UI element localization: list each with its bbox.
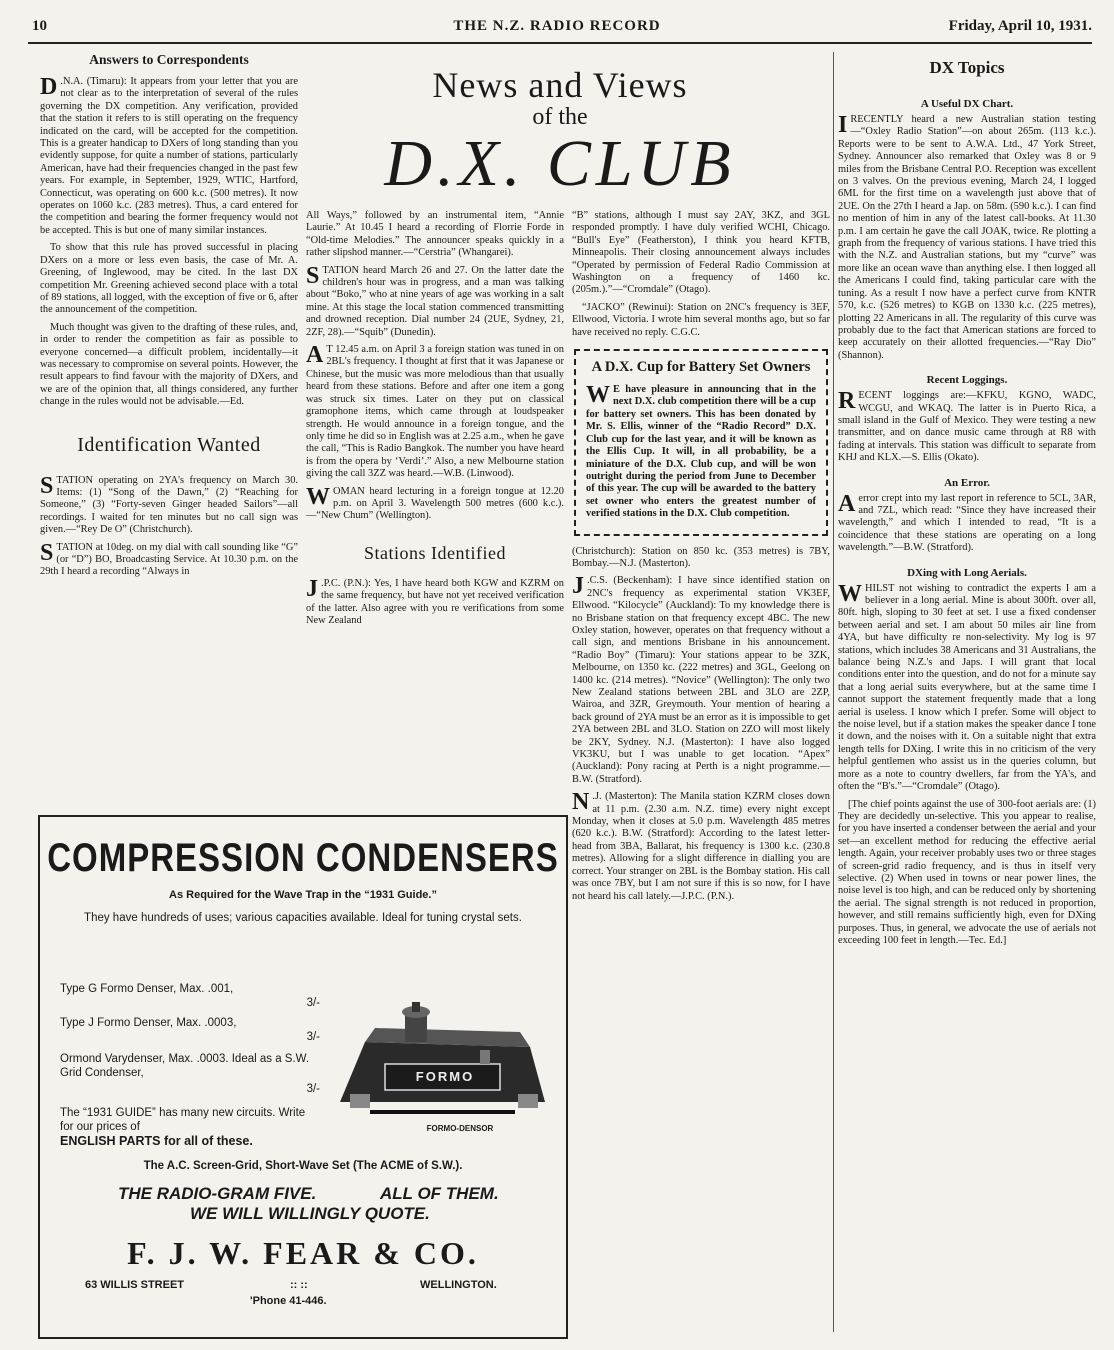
ad-product: Type G Formo Denser, Max. .001, 3/- xyxy=(60,983,320,1009)
column-three xyxy=(572,210,830,1335)
answers-p3: Much thought was given to the drafting of these rules, and, in order to render the competition as fair as possible to everyone concerned—a difficult problem, incidentally—it was necessary to compromise on several points. However, the result appears to find favour with the majority of DXers, and we are of the opinion that, all things considered, any further change in the rules would not be advisable.—Ed. xyxy=(40,321,298,408)
ad-parts-text: ENGLISH PARTS for all of these. xyxy=(60,1134,253,1148)
issue-date: Friday, April 10, 1931. xyxy=(948,18,1092,34)
dx-topics-column xyxy=(838,52,1096,1342)
answers-p2: To show that this rule has proved successful in placing DXers on a more or less even basis, the case of Mr. A. Greening, of Inglewood, may be cited. In the last DX competition Mr. Greening achieved second place with a total of 89 stations, all logged, with the exception of five or 6, after the announcement of the competition. xyxy=(40,242,298,316)
dx-topics-p1: IRECENTLY heard a new Australian station testing—“Oxley Radio Station”—on about 265m. (113 k.c.). Reports were to be sent to A.W.A. Ltd., 47 York Street, Sydney. Announcer also remarked that Oxley was 8 or 9 miles from the Brisbane Central P.O. Reception was excellent on 3 valves. On the previous evening, March 24, I logged 6ML for the first time on a wavelength just above that of 2UE. On the 27th I heard a Jap. on 58m. (590 k.c.). I can find no mention of him in any of the latest call-books. At 11.30 p.m. I am certain he gave the call JOAK, twice. Re plotting a graph from the frequency of various stations. I have tried this with the N.Z. and Australian stations, but my “curve” was more like an ocean wave than anything else. I then logged all the Americans I could find, taking particular care with the tuning. As a result I now have a perfect curve from KNTR 570, k.c. (526 metres) to KGB on 1330 k.c. (225 metres), plotting 22 Americans in all. The regularity of this curve was probably due to the fact that American stations are forced to keep accurately on their allotted frequencies.—“Ray Dio” (Shannon). xyxy=(838,112,1096,361)
ad-address: 63 WILLIS STREET xyxy=(85,1279,185,1291)
dx-topics-p3: Aerror crept into my last report in reference to 5CL, 3AR, and 7ZL, which read: “Since they have increased their wavelength,” and which I intended to read, “It is a coincidence that these stations are operating on a long wavelength.”—B.W. (Stratford). xyxy=(838,490,1096,554)
dx-topics-sub2: Recent Loggings. xyxy=(926,374,1008,387)
col3-p3: (Christchurch): Station on 850 kc. (353 metres) is 7BY, Bombay.—N.J. (Masterton). xyxy=(572,545,830,569)
formo-denser-illustration xyxy=(330,1002,555,1142)
ad-company: F. J. W. FEAR & CO. xyxy=(127,1235,479,1271)
ad-intro: They have hundreds of uses; various capacities available. Ideal for tuning crystal sets. xyxy=(84,912,522,924)
dx-club-masthead xyxy=(300,64,820,200)
ad-subtitle: As Required for the Wave Trap in the “1931 Guide.” xyxy=(169,889,437,901)
masthead-line3: D.X. CLUB xyxy=(384,127,736,200)
page-number: 10 xyxy=(32,18,47,34)
dx-topics-sub1: A Useful DX Chart. xyxy=(920,98,1014,110)
col2-p1: All Ways,” followed by an instrumental item, “Annie Laurie.” At 10.45 I heard a recording of Florrie Forde in “Old-time Melodies.” The announcer speaks quickly in a rather slipshod manner.—“Cerstria” (Whangarei). xyxy=(306,210,564,259)
dx-topics-p4: WHILST not wishing to contradict the experts I am a believer in a long aerial. Mine is about 300ft. over all, 80ft. high, sloping to 30 feet at set. I use a fixed condenser between aerial and set. I am about 50 miles air line from 4YA, but have difficulty re non-selectivity. My log is 97 stations, which includes 38 Americans and 31 Australians, the balance being N.Z.'s and Japs. I will grant that local conditions enter into the question, and do not for a minute say that a long aerial suits everywhere, but at the same time I cannot support the statement frequently made that a long aerial is useless. I know which I prefer. Some will object to the noise level, but if a station makes the speaker dance I tone it down, and the noises with it. On a suitable night that extra length tells for DXing. I write this in no criticism of the very helpful gentlemen who assist us in the queries column, but more as a note to country dwellers, far from the YA's, and often the “B's.”—“Cromdale” (Otago). xyxy=(838,580,1096,793)
col3-p5: N .J. (Masterton): The Manila station KZRM closes down at 11 p.m. (2.30 a.m. N.Z. time) every night except Monday, when it closes at 5.0 p.m. Wavelength 485 metres (620 k.c.). B.W. (Stratford): According to the latest letter-head from 3BA, Ballarat, his frequency is 1300 k.c. (230.8 metres). Allowing for a slight difference in dialling you are correct. Your stranger on 2BL is the Bombay station. His call was once 7BY, but I am not sure if this is so now, for I have not heard his call lately.—J.P.C. (P.N.). xyxy=(572,789,830,902)
ad-product-list xyxy=(60,982,320,1148)
dx-topics-sub4: DXing with Long Aerials. xyxy=(907,566,1027,579)
dx-cup-box xyxy=(574,349,828,535)
ad-quote-line: WE WILL WILLINGLY QUOTE. xyxy=(190,1204,430,1223)
col2-p4: WOMAN heard lecturing in a foreign tongue at 12.20 p.m. on April 3. Wavelength 500 metres (600 k.c.).—“New Chum” (Wellington). xyxy=(306,483,564,522)
dx-cup-body: W E have pleasure in announcing that in the next D.X. club competition there will be a cup for battery set owners. This has been donated by Mr. S. Ellis, winner of the “Radio Record” D.X. Club cup for the last year, and it will be known as the Ellis Cup. It will, in all probability, be a miniature of the D.X. Club cup, and will be won outright during the period from June to December of this year. The cup will be awarded to the battery set owner who enters the greatest number of verified stations in the D.X. Club competition. xyxy=(586,382,816,520)
ad-acme-line: The A.C. Screen-Grid, Short-Wave Set (The ACME of S.W.). xyxy=(143,1160,463,1172)
stations-identified-title: Stations Identified xyxy=(364,542,506,563)
device-caption: FORMO-DENSOR xyxy=(426,1124,494,1133)
col3-p2: “JACKO” (Rewinui): Station on 2NC's frequency is 3EF, Ellwood, Victoria. I wrote him several months ago, but so far have received no reply. C.G.C. xyxy=(572,301,830,338)
masthead-line1: News and Views xyxy=(432,65,688,105)
ad-radiogram-right: ALL OF THEM. xyxy=(380,1184,499,1203)
publication-title: THE N.Z. RADIO RECORD xyxy=(453,18,661,34)
col2-p3: A T 12.45 a.m. on April 3 a foreign station was tuned in on 2BL's frequency. I thought at first that it was Japanese or Chinese, but the music was more melodious than that usually heard from these stations. Before and after one item a gong was struck six times. Later on they put on classical gramophone items, which came through at loudspeaker strength. He would announce in a foreign tongue, and the only time he did so in English was at 2.25 a.m., when he gave the call, “This is Radio Bangkok. The number you have heard is from the opera by ‘Verdi’.” Also, a new Melbourne station giving the call 3ZZ was heard.—W.B. (Linwood). xyxy=(306,342,564,480)
dx-cup-title: A D.X. Cup for Battery Set Owners xyxy=(591,359,811,376)
ad-city: WELLINGTON. xyxy=(420,1279,497,1291)
ad-title: COMPRESSION CONDENSERS xyxy=(47,835,559,880)
col2-p2: STATION heard March 26 and 27. On the latter date the children's hour was in progress, and a man was talking about “Boko,” who at nine years of age was working in a salt mine. At this stage the local station commenced transmitting and drowned reception. Dial number 24 (2UE, Sydney, 21, 2ZF, 28).—“Squib” (Dunedin). xyxy=(306,262,564,338)
device-label: FORMO xyxy=(415,1069,475,1084)
masthead-line2: of the xyxy=(532,104,588,130)
ad-separator: :: :: xyxy=(290,1279,308,1291)
answers-title: Answers to Correspondents xyxy=(89,52,249,67)
ad-radiogram-left: THE RADIO-GRAM FIVE. xyxy=(118,1184,317,1203)
ad-product: Type J Formo Denser, Max. .0003, 3/- xyxy=(60,1017,320,1043)
dx-topics-p2: RECENT loggings are:—KFKU, KGNO, WADC, WCGU, and WKAQ. The latter is in Puerto Rica, a small island in the Gulf of Mexico. They were testing a new transmitter, and on dance music came through at R8 with fading at intervals. This station was difficult to separate from KHJ and KLX.—S. Ellis (Okato). xyxy=(838,388,1096,464)
answers-column xyxy=(40,52,298,802)
col3-p1: “B” stations, although I must say 2AY, 3KZ, and 3GL responded promptly. I have duly verified WCHI, Chicago. “Bull's Eye” (Featherston), I think you heard KFTB, Minneapolis. Their closing announcement always includes “Operated by permission of Federal Radio Commission at Washington on a frequency of 1460 kc. (205m.).”—“Cromdale” (Otago). xyxy=(572,210,830,296)
ad-phone: 'Phone 41-446. xyxy=(250,1295,327,1307)
identification-p2: STATION at 10deg. on my dial with call sounding like “G” (or “D”) BO, Broadcasting Service. At 10.30 p.m. on the 29th I heard a recording “Always in xyxy=(40,539,298,578)
dropcap: D xyxy=(40,74,58,100)
header-rule xyxy=(28,42,1092,44)
identification-p1: STATION operating on 2YA's frequency on March 30. Items: (1) “Song of the Dawn,” (2) “Reaching for Someone,” (3) “Forty-seven Ginger headed Sailors”—all recordings. I waited for ten minutes but no call sign was given.—“Rey De O” (Christchurch). xyxy=(40,472,298,536)
col3-p4: J .C.S. (Beckenham): I have since identified station on 2NC's frequency as experimental station VK3EF, Ellwood. “Kilocycle” (Auckland): To my knowledge there is no Brisbane station on that frequency except 4BC. The new Oxley station, however, operates on that frequency without a call sign, and mentions Brisbane in his announcement. “Radio Boy” (Timaru): Your stations appear to be 3ZK, Melbourne, on 1350 kc. (222 metres) and 3GL, Geelong on 1400 kc. (214 metres). “Novice” (Wellington): The only two New Zealand stations between 2BL and 3LO are 2ZP, Wairoa, and 3ZR, Greymouth. Your mention of hearing a back ground of 2YA must be an error as it is impossible to get 2YA between 2BL and 3LO. Station on 2ZO will most likely be 2KY, Sydney. N.J. (Masterton): I have also logged VK3KU, but I was unable to get location. “Apex” (Auckland): Pony racing at Perth is a night programme.—B.W. (Stratford). xyxy=(572,573,830,785)
dx-topics-title: DX Topics xyxy=(929,58,1005,77)
dx-topics-sub3: An Error. xyxy=(944,476,990,489)
col2-p5: J .P.C. (P.N.): Yes, I have heard both KGW and KZRM on the same frequency, but have not yet received verification of the latter. Also agree with you re verifications from some New Zealand xyxy=(306,575,564,626)
ad-product: Ormond Varydenser, Max. .0003. Ideal as a S.W. Grid Condenser, 3/- xyxy=(60,1053,320,1095)
column-divider xyxy=(833,52,834,1332)
dx-topics-p5: [The chief points against the use of 300-foot aerials are: (1) They are decidedly un-selective. This you appear to realise, for you have inserted a condenser between the aerial and your set—an excellent method for reducing the effective aerial length. Again, your receiver probably uses two or three stages of screen-grid radio frequency, and is thus in itself very selective. (2) When used in towns or near power lines, the noise level is too high, and can be reduced only by shortening the aerial. The signal strength is not reduced in proportion, however, and still remains sufficiently high, even for DXing purposes. Thus, in general, we advocate the use of aerials not exceeding 100 feet in length.—Tec. Ed.] xyxy=(838,798,1096,946)
identification-title: Identification Wanted xyxy=(77,433,261,456)
answers-p1: D .N.A. (Timaru): It appears from your letter that you are not clear as to the interpretation of several of the rules governing the DX competition. Any verification, provided that the station it refers to is still operating on the frequency indicated on the card, will be accepted for the competition. This is a greater handicap to DXers of long standing than you evidently suppose, for quite a number of stations, particularly American, have had their frequencies changed in the past few years. For example, in September, 1929, WTIC, Hartford, Connecticut, was operating on 600 k.c. (500 metres). It now operates on 1060 k.c. (283 metres). Thus, a card entered for the competition and bearing the former frequency would not be accepted. This is but one of many similar instances. xyxy=(40,74,298,236)
ad-guide-text: The “1931 GUIDE” has many new circuits. Write for our prices of xyxy=(60,1107,306,1133)
column-two xyxy=(306,210,564,805)
compression-condensers-ad xyxy=(38,815,568,1339)
